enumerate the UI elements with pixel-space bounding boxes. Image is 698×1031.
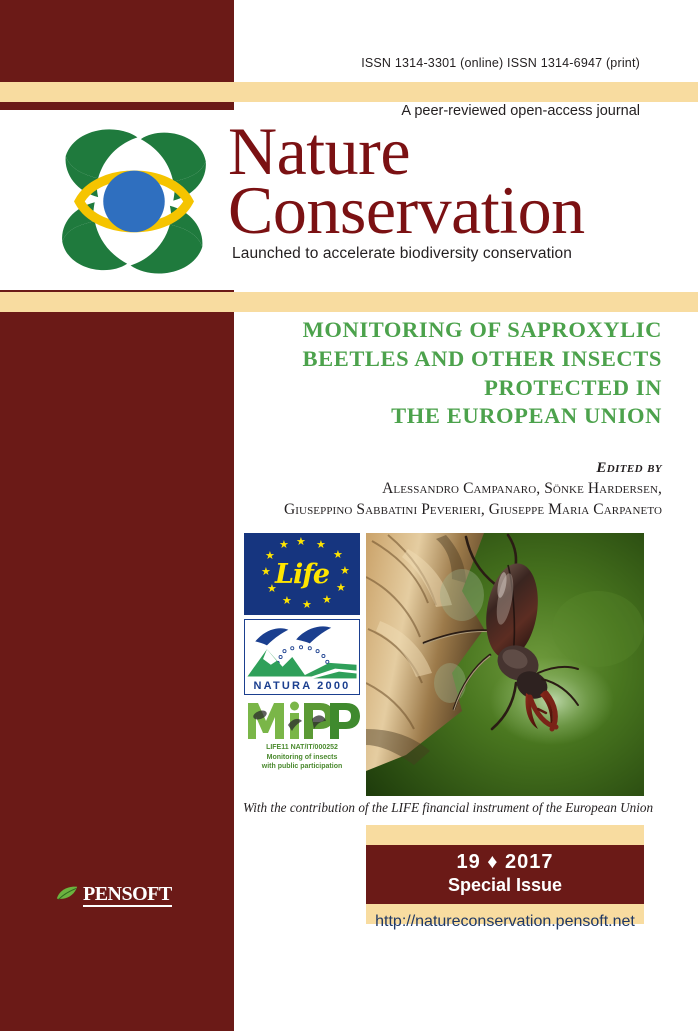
issn-line: ISSN 1314-3301 (online) ISSN 1314-6947 (print) [361,56,640,70]
journal-url[interactable]: http://natureconservation.pensoft.net [375,913,635,930]
mipp-logo [244,699,360,777]
wordmark-line-nature: Nature [228,113,411,189]
mipp-caption-line-1: LIFE11 NAT/IT/000252 [266,744,338,751]
cream-stripe-bottom [0,292,698,312]
mipp-caption [244,743,360,772]
badge-maroon-body [366,845,644,904]
life-logo-word: Life [274,559,330,590]
issue-badge [366,825,644,924]
natura-logo-word: NATURA 2000 [253,680,351,692]
stag-beetle-photo [366,533,644,796]
cream-stripe-top [0,82,698,102]
journal-wordmark [228,113,688,263]
edited-by-label: Edited by [596,460,662,476]
badge-cream-top [366,825,644,845]
title-line-4: THE EUROPEAN UNION [391,403,662,429]
journal-tagline: Launched to accelerate biodiversity conservation [232,245,572,263]
wordmark-line-conservation: Conservation [228,171,585,248]
masthead [0,112,698,290]
editors-block [234,460,662,519]
editors-line-2: Giuseppino Sabbatini Peverieri, Giuseppe Maria Carpaneto [283,501,662,518]
special-issue-label: Special Issue [447,875,563,895]
issue-number: 19 ♦ 2017 [456,851,554,873]
mipp-caption-line-3: with public participation [261,763,343,770]
nature-conservation-eye-logo [48,122,220,280]
natura-2000-logo [244,619,360,695]
pensoft-wordmark: PENSOFT [83,883,172,905]
title-line-1: MONITORING OF SAPROXYLIC [302,317,662,342]
editors-line-1: Alessandro Campanaro, Sönke Hardersen, [382,480,662,497]
mipp-caption-line-2: Monitoring of insects [266,753,338,761]
life-logo: ★ ★ ★ ★ ★ ★ ★ ★ ★ ★ ★ ★ Life [244,533,360,615]
title-line-2: BEETLES AND OTHER INSECTS [302,345,662,371]
funder-logo-stack [244,533,360,781]
pensoft-leaf-icon [56,885,78,907]
contribution-line: With the contribution of the LIFE financial instrument of the European Union [242,800,654,815]
issue-title [234,316,662,431]
peer-reviewed-line: A peer-reviewed open-access journal [401,103,640,119]
pensoft-logo[interactable] [56,884,172,907]
title-line-3: PROTECTED IN [484,374,662,400]
